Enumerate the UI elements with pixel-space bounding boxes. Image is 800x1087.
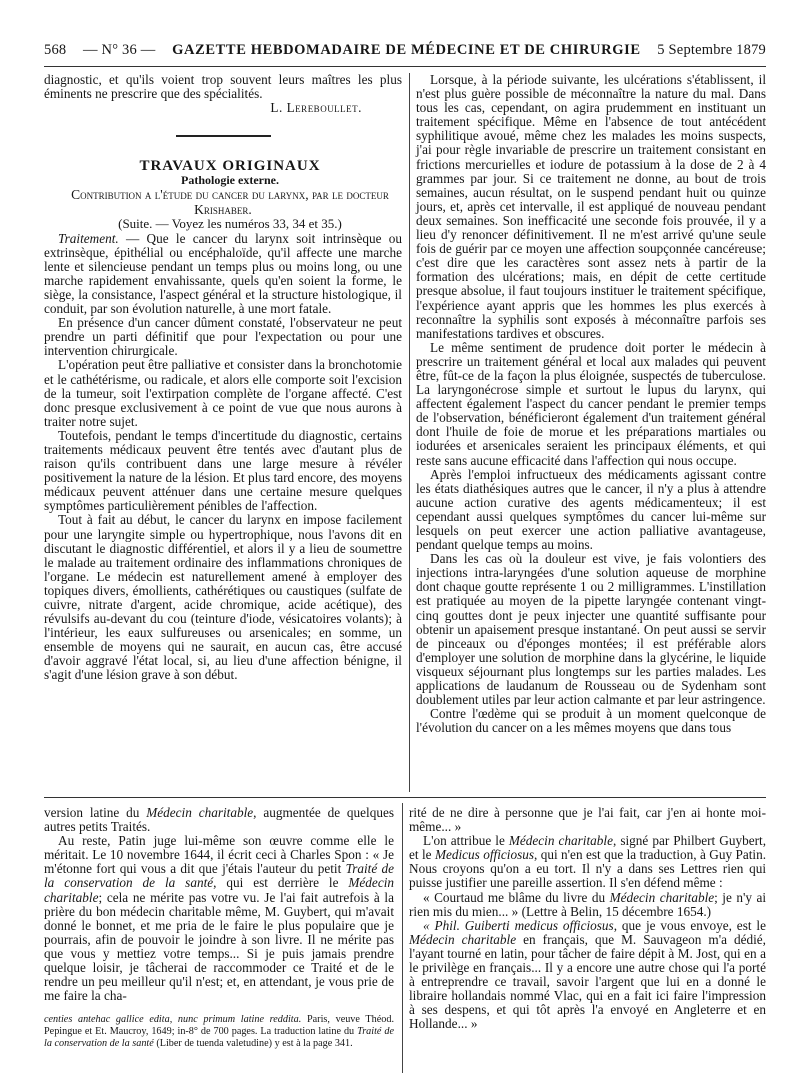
signature: L. Lereboullet.: [270, 100, 362, 116]
issue-date: 5 Septembre 1879: [657, 42, 766, 58]
paragraph: Au reste, Patin juge lui-même son œuvre comme elle le méritait. Le 10 novembre 1644, il écrit ceci à Charles Spon : « Je m'étonne fort qui vous a dit que j'étais l'auteur du petit Traité de la conservation de la santé, qui est derrière le Médecin charitable; cela ne mérite pas votre vu. Je l'ai fait autrefois à la prière du bon médecin charitable même, M. Guybert, qui m'avait donné le bonnet, et me pria de le faire le plus populaire que je pourrais, afin de pouvoir le joindre à son livre. Il ne mérite pas que vous y mettiez votre temps... Si je puis jamais prendre quelque loisir, je tâcherai de raccommoder ce Traité et de le rendre un peu meilleur qu'il n'est; et, en attendant, je vous prie de me faire la cha-: [44, 833, 395, 1004]
paragraph: version latine du Médecin charitable, augmentée de quelques autres petits Traités.: [44, 805, 395, 835]
column-divider-bottom: [402, 803, 403, 1073]
article-title: Contribution a l'étude du cancer du larynx, par le docteur Krishaber.: [71, 187, 389, 218]
page-header: [44, 42, 766, 64]
footnote: centies antehac gallice edita, nunc primum latine reddita. Paris, veuve Théod. Pepingue et Et. Maucroy, 1649; in-8° de 700 pages. La traduction latine du Traité de la conservation de la santé (Liber de tuenda valetudine) y est à la page 341.: [44, 1014, 395, 1049]
treatment-label: Traitement.: [58, 230, 119, 246]
paragraph: En présence d'un cancer dûment constaté, l'observateur ne peut prendre un parti définitif que pour l'expectation ou pour une intervention chirurgicale.: [44, 315, 402, 359]
paragraph: Contre l'œdème qui se produit à un moment quelconque de l'évolution du cancer on a les mêmes moyens que dans tous: [416, 706, 766, 736]
column-left-top: [44, 73, 402, 683]
column-right-top: [416, 73, 766, 735]
paragraph: Traitement. — Que le cancer du larynx soit intrinsèque ou extrinsèque, épithélial ou encéphaloïde, qu'il affecte une marche lente et silencieuse pendant un temps plus ou moins long, ou une marche rapidement envahissante, quels qu'en soient la forme, le siège, la consistance, l'aspect général et la structure histologique, il conduit, par son évolution naturelle, à une mort fatale.: [44, 230, 402, 317]
paragraph: « Courtaud me blâme du livre du Médecin charitable; je n'y ai rien mis du mien... » (Lettre à Belin, 15 décembre 1654.): [409, 889, 767, 919]
subsection-title: Pathologie externe.: [181, 173, 279, 188]
paragraph: rité de ne dire à personne que je l'ai fait, car j'en ai honte moi-même... »: [409, 805, 766, 835]
paragraph: Tout à fait au début, le cancer du larynx en impose facilement pour une laryngite simple ou hypertrophique, nous l'avons dit en discutant le diagnostic différentiel, et alors il y a lieu de soumettre le malade au traitement ordinaire des inflammations chroniques de l'organe. Le médecin est naturellement amené à employer des topiques divers, émollients, cathérétiques ou caustiques (sulfate de cuivre, nitrate d'argent, acide chromique, acide acétique), des révulsifs au-devant du cou (teinture d'iode, vésicatoires volants); à l'intérieur, les eaux sulfureuses ou arsenicales; en somme, un ensemble de moyens qui ne saurait, en aucun cas, être accusé d'avoir aggravé l'état local, si, au lieu d'une affection bénigne, il s'agit d'une lésion grave à son début.: [44, 512, 402, 683]
section-separator: [176, 135, 271, 137]
column-divider-top: [409, 73, 410, 792]
section-title: TRAVAUX ORIGINAUX: [139, 158, 321, 175]
column-left-bottom: [44, 806, 394, 1050]
horizontal-divider: [44, 797, 766, 798]
issue-number: — N° 36 —: [83, 42, 156, 58]
paragraph: L'on attribue le Médecin charitable, signé par Philbert Guybert, et le Medicus officiosus, qui n'en est que la traduction, à Guy Patin. Nous croyons qu'on a eu tort. Il n'y a dans ses Lettres rien qui puisse justifier une pareille assertion. Il s'en défend même :: [409, 833, 767, 891]
paragraph: Le même sentiment de prudence doit porter le médecin à prescrire un traitement général et local aux malades qui peuvent être, fût-ce de la façon la plus éloignée, suspectés de tuberculose. La laryngonécrose simple et surtout le lupus du larynx, qui affectent également l'aspect du cancer pendant le premier temps de l'observation, bénéficieront également d'un traitement général dont l'huile de foie de morue et les préparations martiales ou iodurées et arsenicales seraient les principaux éléments, et qui reste sans aucune efficacité dans l'affection qui nous occupe.: [416, 339, 766, 468]
column-right-bottom: [409, 806, 766, 1032]
paragraph: Dans les cas où la douleur est vive, je fais volontiers des injections intra-laryngées d'une solution aqueuse de morphine dont chaque goutte représente 1 ou 2 milligrammes. L'instillation est pratiquée au moyen de la pipette laryngée contenant vingt-cinq gouttes dont je peux injecter une quantité suffisante pour obtenir un apaisement presque instantané. On peut aussi se servir de pinceaux ou d'éponges montées; il est préférable alors d'employer une solution de morphine dans la glycérine, le liquide visqueux séjournant plus longtemps sur les parties malades. Les applications de laudanum de Rousseau ou de Sydenham sont doublement utiles par leur action calmante et par leur astringence.: [416, 551, 766, 708]
journal-title: GAZETTE HEBDOMADAIRE DE MÉDECINE ET DE CHIRURGIE: [172, 42, 641, 58]
page-number: 568: [44, 42, 67, 58]
header-rule: [44, 66, 766, 67]
paragraph: Toutefois, pendant le temps d'incertitude du diagnostic, certains traitements médicaux peuvent être tentés avec d'autant plus de raison qu'ils contribuent dans une large mesure à révéler positivement la nature de la lésion. Et plus tard encore, des moyens médicaux peuvent atténuer dans une certaine mesure quelques symptômes particulièrement pénibles de l'affection.: [44, 427, 402, 514]
paragraph: « Phil. Guiberti medicus officiosus, que je vous envoye, est le Médecin charitable en français, que M. Sauvageon m'a dédié, l'ayant tourné en latin, pour tâcher de faire dépit à M. Jost, qui en a le privilège en français... Il y a encore une autre chose qui l'a porté à entreprendre ce travail, savoir l'argent que lui en a donné le libraire hollandais nommé Vlac, qui en a fait ici faire l'impression à ses despens, et qui tôt après l'a envoyé en Angleterre et en Hollande... »: [409, 917, 766, 1032]
paragraph: Lorsque, à la période suivante, les ulcérations s'établissent, il n'est plus guère possible de méconnaître la nature du mal. Dans tous les cas, cependant, on agira prudemment en instituant un traitement spécifique. Même en l'absence de tout antécédent syphilitique avoué, même chez les malades les moins suspects, j'ai pour règle invariable de prescrire un traitement consistant en frictions mercurielles et iodure de potassium à la dose de 2 à 4 grammes par jour. Si ce traitement ne donne, au bout de trois semaines, aucun résultat, on le suspend pendant huit ou quinze jours, et, après cet intervalle, il est appliqué de nouveau pendant deux semaines. Son inefficacité une seconde fois prouvée, il y a lieu d'y renoncer définitivement. Il ne m'est arrivé qu'une seule fois de guérir par ce moyen une affection soupçonnée cancéreuse; c'est dire que les caractères sont assez nets à partir de la formation des ulcérations; mais, en dépit de cette certitude presque absolue, il faut toujours instituer le traitement spécifique, l'expérience ayant appris que les hommes les plus exercés à reconnaître la syphilis sont exposés à méconnaître parfois ses manifestations tardives et obscures.: [416, 72, 766, 341]
paragraph: L'opération peut être palliative et consister dans la bronchotomie et le cathétérisme, ou radicale, et alors elle comporte soit l'excision de la tumeur, soit l'extirpation complète de l'organe affecté. C'est donc presque exclusivement à ce point de vue que nous aurons à traiter notre sujet.: [44, 357, 402, 429]
paragraph: Après l'emploi infructueux des médicaments agissant contre les états diathésiques autres que le cancer, il n'y a plus à attendre aucune action curative des agents médicamenteux; il est cependant aussi quelques symptômes du cancer lui-même sur lesquels on peut exercer une action palliative avantageuse, pendant quelque temps au moins.: [416, 466, 766, 553]
continuation-note: (Suite. — Voyez les numéros 33, 34 et 35.): [118, 216, 342, 232]
intro-text: diagnostic, et qu'ils voient trop souvent leurs maîtres les plus éminents ne prescrire que des spécialités.: [44, 72, 402, 102]
